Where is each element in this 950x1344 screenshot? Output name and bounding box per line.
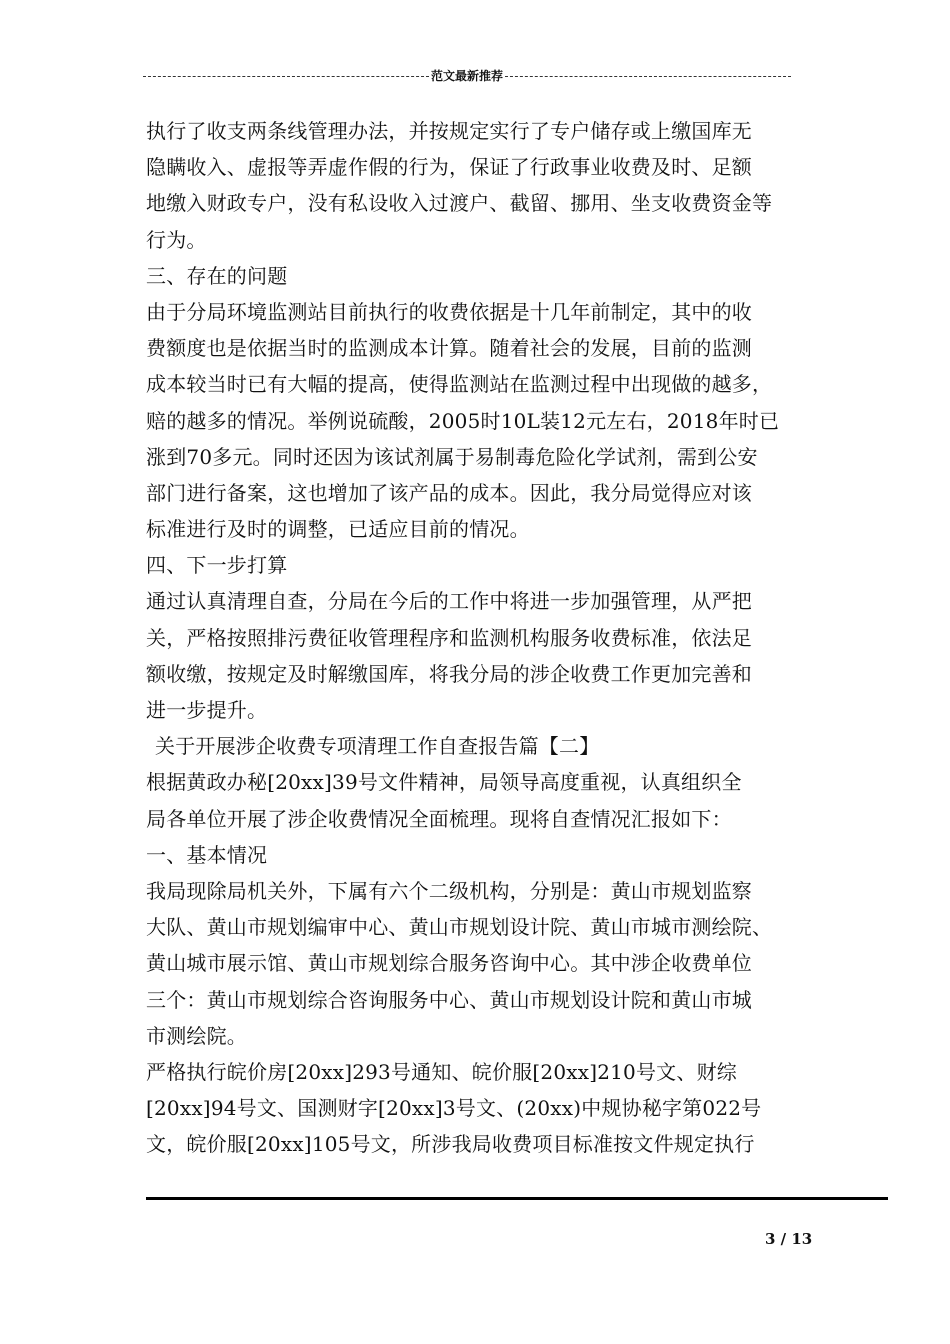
page-header (143, 66, 791, 86)
section-heading: 一、基本情况 (146, 842, 268, 867)
text-line: 由于分局环境监测站目前执行的收费依据是十几年前制定，其中的收 (146, 299, 752, 324)
section-heading: 三、存在的问题 (146, 263, 288, 288)
text-line: 通过认真清理自查，分局在今后的工作中将进一步加强管理，从严把 (146, 589, 752, 614)
text-line: 隐瞒收入、虚报等弄虚作假的行为，保证了行政事业收费及时、足额 (146, 155, 752, 180)
text-line: 费额度也是依据当时的监测成本计算。随着社会的发展，目前的监测 (146, 336, 752, 361)
text-line: 涨到70多元。同时还因为该试剂属于易制毒危险化学试剂，需到公安 (146, 444, 758, 469)
section-heading: 四、下一步打算 (146, 553, 288, 578)
text-line: 标准进行及时的调整，已适应目前的情况。 (146, 517, 530, 542)
text-line: 部门进行备案，这也增加了该产品的成本。因此，我分局觉得应对该 (146, 480, 752, 505)
article-title: 关于开展涉企收费专项清理工作自查报告篇【二】 (155, 734, 600, 759)
header-dash-right (505, 76, 791, 77)
text-line: 进一步提升。 (146, 698, 268, 722)
text-line: 行为。 (146, 227, 207, 252)
text-line: 大队、黄山市规划编审中心、黄山市规划设计院、黄山市城市测绘院、 (146, 915, 773, 940)
text-line: 文，皖价服[20xx]105号文，所涉我局收费项目标准按文件规定执行 (146, 1132, 755, 1157)
text-line: [20xx]94号文、国测财字[20xx]3号文、(20xx)中规协秘字第022号 (146, 1096, 762, 1121)
text-line: 关，严格按照排污费征收管理程序和监测机构服务收费标准，依法足 (146, 625, 752, 650)
header-dash-left (143, 76, 429, 77)
page-number: 3 / 13 (765, 1230, 813, 1248)
document-body (146, 113, 816, 1162)
text-line: 市测绘院。 (146, 1023, 247, 1048)
text-line: 我局现除局机关外，下属有六个二级机构，分别是：黄山市规划监察 (146, 878, 752, 903)
footer-divider (146, 1197, 888, 1200)
text-line: 执行了收支两条线管理办法，并按规定实行了专户储存或上缴国库无 (146, 119, 752, 143)
text-line: 地缴入财政专户，没有私设收入过渡户、截留、挪用、坐支收费资金等 (146, 191, 773, 216)
text-line: 局各单位开展了涉企收费情况全面梳理。现将自查情况汇报如下： (146, 806, 732, 831)
text-line: 严格执行皖价房[20xx]293号通知、皖价服[20xx]210号文、财综 (146, 1059, 737, 1084)
text-line: 成本较当时已有大幅的提高，使得监测站在监测过程中出现做的越多， (146, 372, 773, 397)
text-line: 黄山城市展示馆、黄山市规划综合服务咨询中心。其中涉企收费单位 (146, 951, 752, 976)
text-line: 根据黄政办秘[20xx]39号文件精神，局领导高度重视，认真组织全 (146, 770, 742, 795)
text-line: 赔的越多的情况。举例说硫酸，2005时10L装12元左右，2018年时已 (146, 408, 780, 433)
text-line: 额收缴，按规定及时解缴国库，将我分局的涉企收费工作更加完善和 (146, 661, 752, 686)
text-line: 三个：黄山市规划综合咨询服务中心、黄山市规划设计院和黄山市城 (146, 987, 752, 1012)
header-title: 范文最新推荐 (431, 69, 504, 83)
